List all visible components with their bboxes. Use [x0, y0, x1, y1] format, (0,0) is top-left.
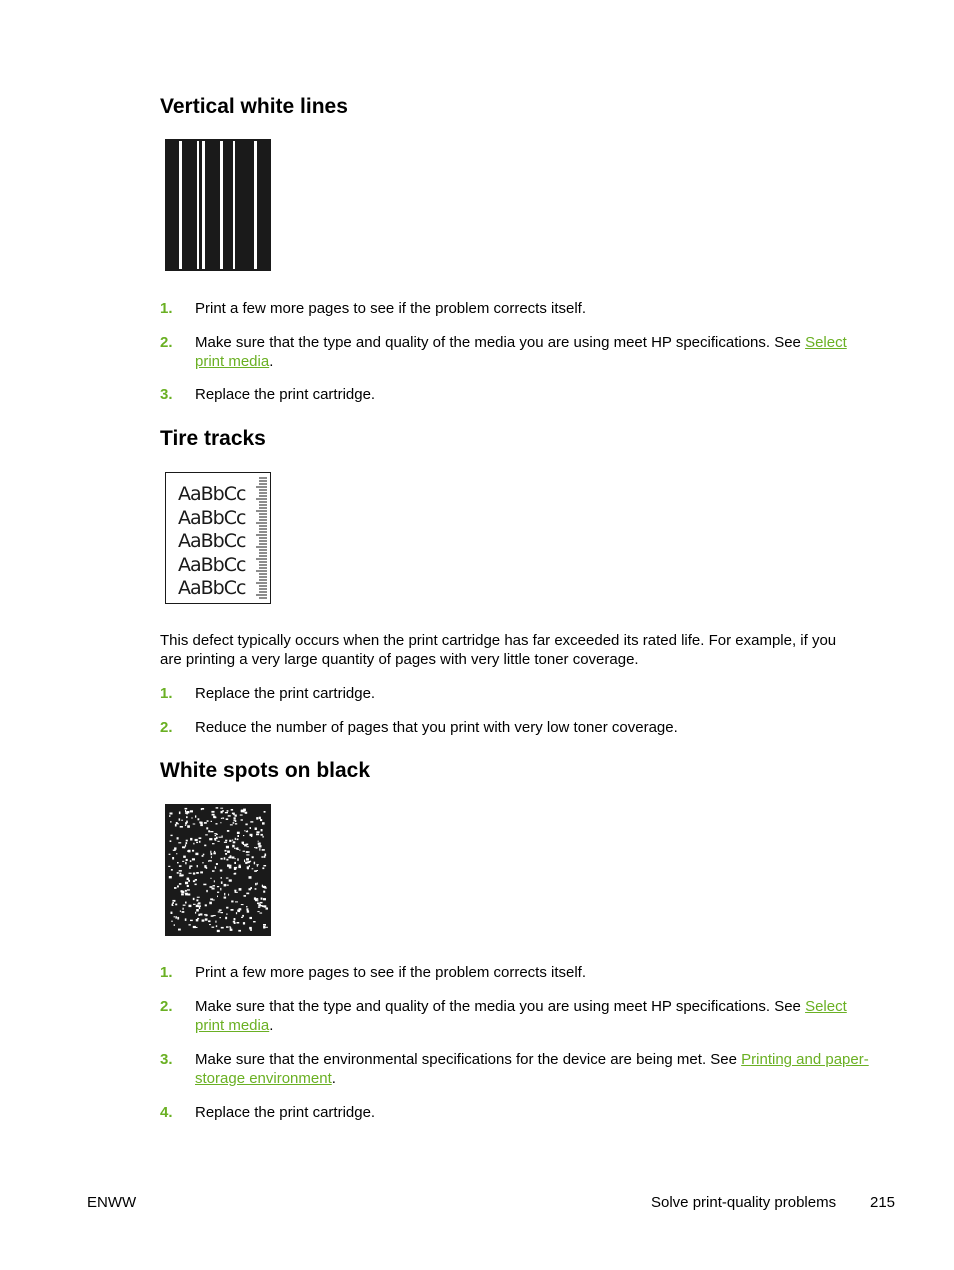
footer-page-number: 215: [870, 1194, 896, 1211]
step-text: Reduce the number of pages that you print with very low toner coverage.: [195, 719, 678, 736]
step-number: 4.: [160, 1104, 173, 1121]
step-text: Replace the print cartridge.: [195, 386, 376, 403]
step-number: 1.: [160, 685, 173, 702]
heading-tire-tracks: Tire tracks: [160, 427, 266, 450]
step-text: [195, 1050, 875, 1088]
printing-environment-link[interactable]: Printing and paper-storage environment: [195, 1051, 869, 1087]
sample-text: AaBbCc: [178, 483, 246, 505]
sample-text: AaBbCc: [178, 507, 246, 529]
step-text: [195, 997, 875, 1035]
sample-text: AaBbCc: [178, 577, 246, 599]
step-text-lead: Make sure that the type and quality of the media you are using meet HP specifications. See: [195, 334, 806, 351]
step-text-trail: .: [269, 1017, 274, 1034]
select-print-media-link[interactable]: Select print media: [195, 334, 847, 370]
vertical-white-lines-figure: [165, 139, 271, 271]
step-text-trail: .: [269, 353, 274, 370]
sample-text: AaBbCc: [178, 554, 246, 576]
step-text: Print a few more pages to see if the problem corrects itself.: [195, 964, 587, 981]
step-text: Replace the print cartridge.: [195, 685, 376, 702]
step-text-lead: Make sure that the type and quality of the media you are using meet HP specifications. See: [195, 998, 806, 1015]
step-number: 1.: [160, 300, 173, 317]
heading-vertical-white-lines: Vertical white lines: [160, 95, 348, 118]
step-number: 2.: [160, 719, 173, 736]
tire-tracks-description: This defect typically occurs when the print cartridge has far exceeded its rated life. For example, if you are printing a very large quantity of pages with very little toner coverage.: [160, 632, 837, 668]
step-text: Print a few more pages to see if the problem corrects itself.: [195, 300, 587, 317]
step-text-trail: .: [331, 1070, 336, 1087]
footer-section-title: Solve print-quality problems: [651, 1194, 837, 1211]
sample-text: AaBbCc: [178, 530, 246, 552]
step-text: Replace the print cartridge.: [195, 1104, 376, 1121]
footer-left: ENWW: [87, 1194, 137, 1211]
heading-white-spots-on-black: White spots on black: [160, 759, 371, 782]
step-number: 2.: [160, 998, 173, 1015]
step-number: 1.: [160, 964, 173, 981]
step-number: 2.: [160, 334, 173, 351]
step-text: [195, 333, 875, 371]
step-number: 3.: [160, 1051, 173, 1068]
step-number: 3.: [160, 386, 173, 403]
white-spots-figure: [165, 804, 271, 936]
step-text-lead: Make sure that the environmental specifications for the device are being met. See: [195, 1051, 742, 1068]
tire-tracks-figure: [165, 472, 271, 604]
select-print-media-link[interactable]: Select print media: [195, 998, 847, 1034]
tire-track-marks: [255, 475, 269, 601]
